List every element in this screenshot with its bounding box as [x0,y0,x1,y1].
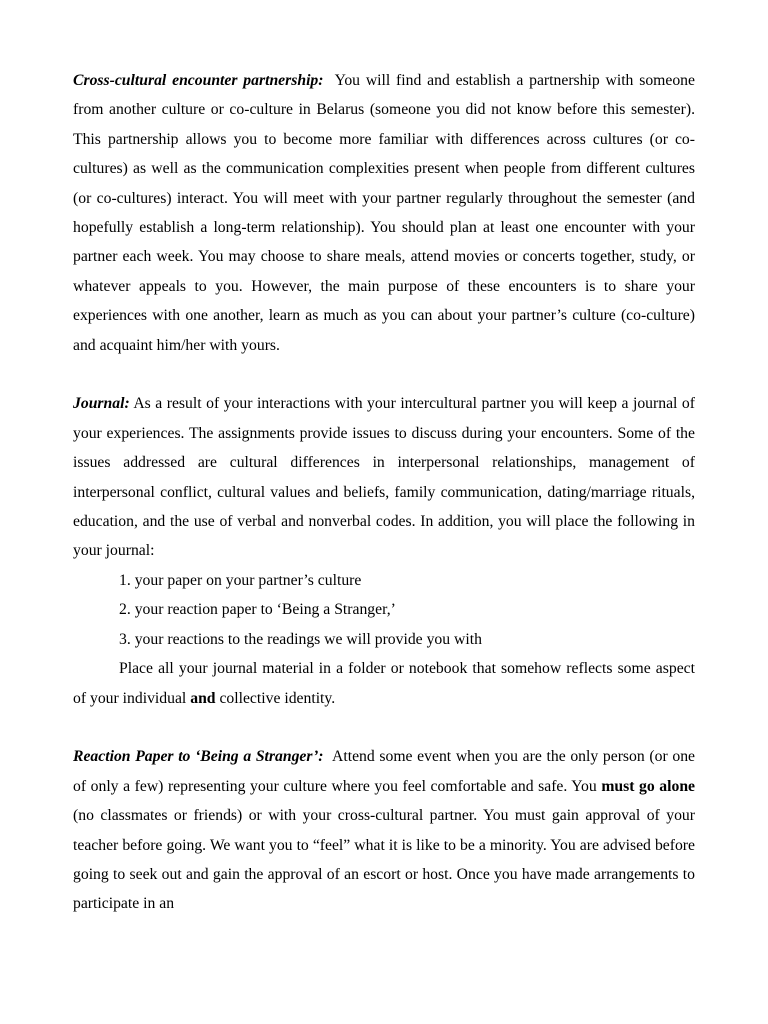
journal-closing-text-end: collective identity. [219,689,336,707]
partnership-paragraph [73,66,695,360]
section-spacer [73,713,695,742]
reaction-body: Attend some event when you are the only person (or one of only a few) representing your culture where you feel comfortable and safe. You [73,748,696,795]
journal-list-item: 1. your paper on your partner’s culture [119,571,362,589]
reaction-emphasis: must go alone [601,777,696,795]
journal-list-item: 2. your reaction paper to ‘Being a Stranger,’ [119,601,396,619]
reaction-heading: Reaction Paper to ‘Being a Stranger’: [73,748,324,766]
journal-closing-emphasis: and [190,689,216,707]
journal-list-item: 3. your reactions to the readings we will provide you with [119,630,482,648]
reaction-paragraph [73,742,695,918]
journal-closing-text: Place all your journal material in a folder or notebook that somehow reflects some aspect of your individual [73,660,695,707]
journal-body: As a result of your interactions with your intercultural partner you will keep a journal of your experiences. The assignments provide issues to discuss during your encounters. Some of the issues addressed are cultural differences in interpersonal relationships, management of interpersonal conflict, cultural values and beliefs, family communication, dating/marriage rituals, education, and the use of verbal and nonverbal codes. In addition, you will place the following in your journal: [73,395,695,560]
journal-closing [73,654,695,713]
document-page [73,66,695,919]
partnership-heading: Cross-cultural encounter partnership: [73,72,324,89]
reaction-body-end: (no classmates or friends) or with your cross-cultural partner. You must gain approval of your teacher before going. We want you to “feel” what it is like to be a minority. You are advised before going to seek out and gain the approval of an escort or host. Once you have made arrangements to participate in an [73,807,695,913]
journal-heading: Journal: [73,395,130,413]
journal-paragraph [73,389,695,565]
partnership-body: You will find and establish a partnership with someone from another culture or co-culture in Belarus (someone you did not know before this semester). This partnership allows you to become more familiar with differences across cultures (or co-cultures) as well as the communication complexities present when people from different cultures (or co-cultures) interact. You will meet with your partner regularly throughout the semester (and hopefully establish a long-term relationship). You should plan at least one encounter with your partner each week. You may choose to share meals, attend movies or concerts together, study, or whatever appeals to you. However, the main purpose of these encounters is to share your experiences with one another, learn as much as you can about your partner’s culture (co-culture) and acquaint him/her with yours. [73,72,695,354]
section-spacer [73,360,695,389]
